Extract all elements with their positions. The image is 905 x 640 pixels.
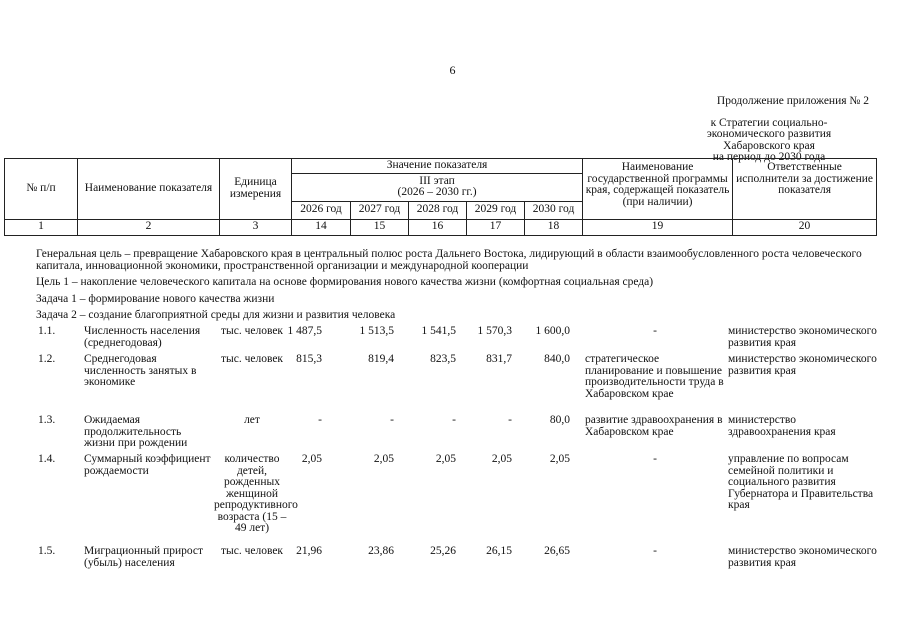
row-unit: тыс. человек — [220, 325, 284, 337]
row-program: развитие здравоохранения в Хабаровском крае — [585, 414, 723, 438]
page-number: 6 — [449, 63, 456, 77]
row-value-2028: 823,5 — [430, 353, 456, 365]
row-num: 1.3. — [38, 414, 56, 426]
row-name: Суммарный коэффициент рождаемости — [84, 453, 211, 477]
row-value-2027: 819,4 — [368, 353, 394, 365]
header-year: 2027 год — [351, 201, 409, 219]
row-unit: лет — [244, 414, 260, 426]
row-value-2029: 2,05 — [491, 453, 512, 465]
row-value-2026: 2,05 — [301, 453, 322, 465]
row-num: 1.2. — [38, 353, 56, 365]
header-num: № п/п — [5, 159, 78, 220]
task-2: Задача 2 – создание благоприятной среды для жизни и развития человека — [36, 309, 396, 321]
task-1: Задача 1 – формирование нового качества жизни — [36, 293, 275, 305]
row-name: Среднегодовая численность занятых в экономике — [84, 353, 197, 388]
appendix-note — [669, 96, 869, 164]
row-value-2026: 21,96 — [296, 545, 322, 557]
col-number: 15 — [351, 219, 409, 235]
col-number: 16 — [409, 219, 467, 235]
row-value-2026: 1 487,5 — [287, 325, 322, 337]
row-unit: тыс. человек — [220, 353, 284, 365]
col-number: 17 — [467, 219, 525, 235]
row-name: Миграционный прирост (убыль) населения — [84, 545, 204, 569]
header-year: 2029 год — [467, 201, 525, 219]
row-num: 1.4. — [38, 453, 56, 465]
appendix-line-1: Продолжение приложения № 2 — [716, 95, 869, 107]
row-unit: тыс. человек — [220, 545, 284, 557]
row-value-2029: 26,15 — [486, 545, 512, 557]
row-value-2028: 25,26 — [430, 545, 456, 557]
row-responsible: министерство здравоохранения края — [728, 414, 836, 438]
row-name: Численность населения (среднегодовая) — [84, 325, 201, 349]
row-value-2030: 80,0 — [549, 414, 570, 426]
row-name: Ожидаемая продолжительность жизни при рождении — [84, 414, 188, 449]
header-stage-title: III этап — [419, 174, 455, 187]
row-num: 1.5. — [38, 545, 56, 557]
row-value-2030: 1 600,0 — [535, 325, 570, 337]
row-value-2028: 1 541,5 — [421, 325, 456, 337]
row-responsible: министерство экономического развития края — [728, 325, 877, 349]
row-value-2027: 1 513,5 — [359, 325, 394, 337]
col-number: 2 — [78, 219, 220, 235]
row-value-2026: 815,3 — [296, 353, 322, 365]
row-value-2030: 26,65 — [544, 545, 570, 557]
header-year: 2028 год — [409, 201, 467, 219]
aim-1: Цель 1 – накопление человеческого капитала на основе формирования нового качества жизни (комфортная социальная среда) — [36, 276, 654, 288]
header-year: 2030 год — [525, 201, 583, 219]
row-value-2027: 2,05 — [373, 453, 394, 465]
row-value-2029: 831,7 — [486, 353, 512, 365]
row-value-2030: 840,0 — [544, 353, 570, 365]
row-responsible: министерство экономического развития края — [728, 545, 877, 569]
header-name: Наименование показателя — [78, 159, 220, 220]
col-number: 18 — [525, 219, 583, 235]
row-num: 1.1. — [38, 325, 56, 337]
header-stage — [292, 173, 583, 201]
header-unit: Единица измерения — [220, 159, 292, 220]
row-program: - — [653, 545, 657, 557]
row-responsible: управление по вопросам семейной политики и социального развития Губернатора и Правительства края — [728, 453, 874, 511]
col-number: 14 — [292, 219, 351, 235]
col-number: 3 — [220, 219, 292, 235]
row-value-2029: - — [508, 414, 512, 426]
row-value-2026: - — [318, 414, 322, 426]
header-stage-years: (2026 – 2030 гг.) — [397, 186, 477, 198]
general-goal: Генеральная цель – превращение Хабаровского края в центральный полюс роста Дальнего Востока, лидирующий в области взаимообусловленного роста человеческого капитала, инновационной экономики, пространственной организации и международной кооперации — [36, 248, 862, 272]
row-program: стратегическое планирование и повышение производительности труда в Хабаровском крае — [585, 353, 724, 400]
row-value-2028: 2,05 — [435, 453, 456, 465]
appendix-line-5: на период до 2030 года — [712, 151, 826, 163]
appendix-line-2: к Стратегии социально- — [710, 116, 828, 129]
header-table — [4, 158, 877, 236]
row-value-2029: 1 570,3 — [477, 325, 512, 337]
header-responsible: Ответственные исполнители за достижение показателя — [733, 159, 877, 220]
appendix-line-4: Хабаровского края — [723, 139, 815, 152]
header-value: Значение показателя — [292, 159, 583, 174]
appendix-line-3: экономического развития — [706, 128, 832, 140]
col-number: 19 — [583, 219, 733, 235]
row-value-2028: - — [452, 414, 456, 426]
row-value-2027: 23,86 — [368, 545, 394, 557]
col-number: 20 — [733, 219, 877, 235]
col-number: 1 — [5, 219, 78, 235]
row-value-2030: 2,05 — [549, 453, 570, 465]
row-program: - — [653, 325, 657, 337]
header-program: Наименование государственной программы края, содержащей показатель (при наличии) — [583, 159, 733, 220]
row-program: - — [653, 453, 657, 465]
header-year: 2026 год — [292, 201, 351, 219]
row-unit: количество детей, рожденных женщиной репродуктивного возраста (15 – 49 лет) — [214, 453, 298, 534]
row-value-2027: - — [390, 414, 394, 426]
row-responsible: министерство экономического развития края — [728, 353, 877, 377]
